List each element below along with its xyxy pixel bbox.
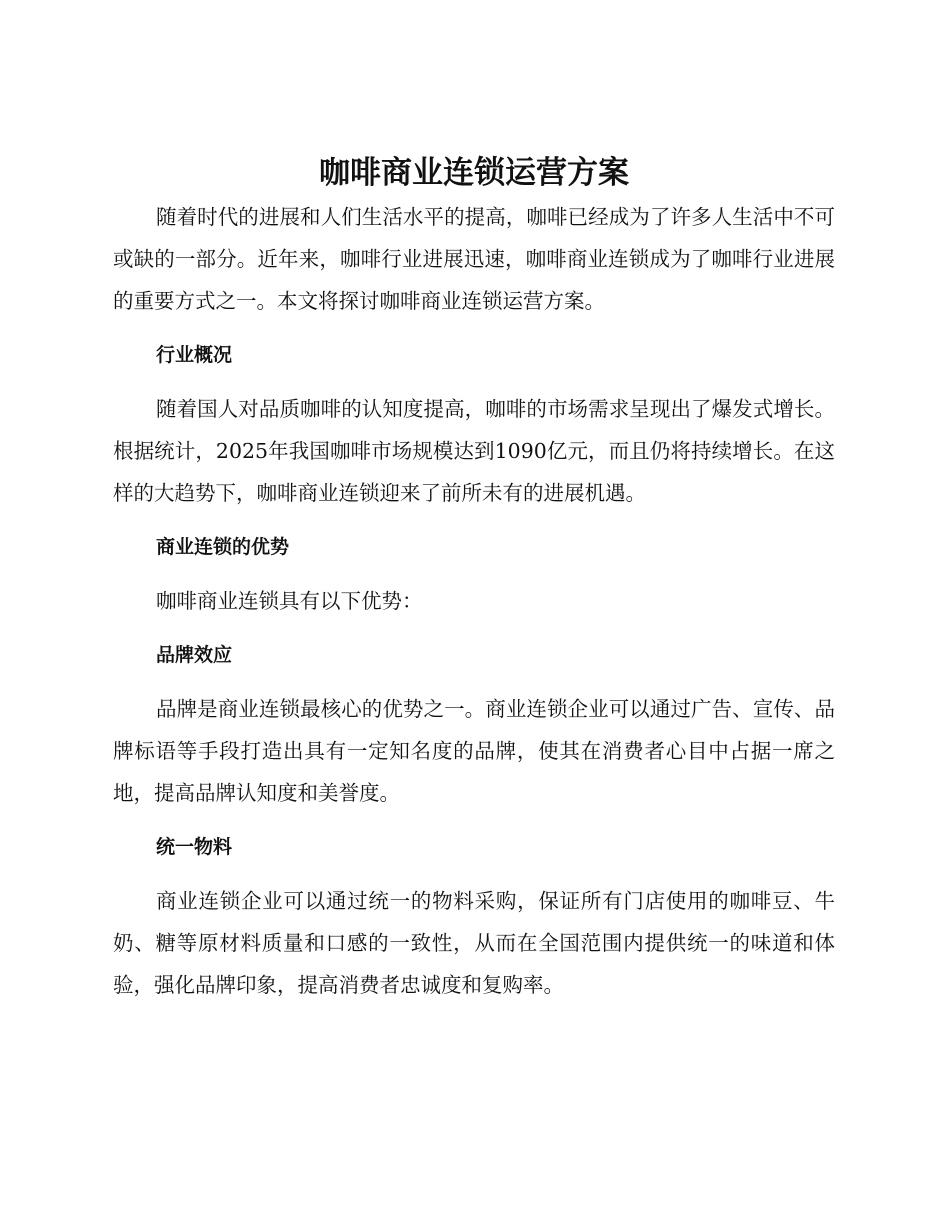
spacer — [113, 376, 835, 388]
spacer — [113, 868, 835, 880]
section-heading-chain-advantages: 商业连锁的优势 — [156, 536, 290, 558]
intro-paragraph: 随着时代的进展和人们生活水平的提高，咖啡已经成为了许多人生活中不可或缺的一部分。近年来，咖啡行业进展迅速，咖啡商业连锁成为了咖啡行业进展的重要方式之一。本文将探讨咖啡商业连锁运营方案。 — [113, 205, 835, 313]
spacer — [113, 814, 835, 826]
document-content — [113, 150, 835, 1006]
spacer — [113, 322, 835, 334]
section-body-brand-effect: 品牌是商业连锁最核心的优势之一。商业连锁企业可以通过广告、宣传、品牌标语等手段打造出具有一定知名度的品牌，使其在消费者心目中占据一席之地，提高品牌认知度和美誉度。 — [113, 697, 835, 805]
spacer — [113, 514, 835, 526]
section-heading-brand-effect: 品牌效应 — [156, 644, 233, 666]
section-body-chain-advantages: 咖啡商业连锁具有以下优势： — [156, 589, 423, 613]
section-body-industry-overview: 随着国人对品质咖啡的认知度提高，咖啡的市场需求呈现出了爆发式增长。根据统计，2025年我国咖啡市场规模达到1090亿元，而且仍将持续增长。在这样的大趋势下，咖啡商业连锁迎来了前所未有的进展机遇。 — [113, 397, 835, 505]
spacer — [113, 622, 835, 634]
spacer — [113, 568, 835, 580]
document-title: 咖啡商业连锁运营方案 — [319, 155, 629, 191]
section-body-unified-materials: 商业连锁企业可以通过统一的物料采购，保证所有门店使用的咖啡豆、牛奶、糖等原材料质量和口感的一致性，从而在全国范围内提供统一的味道和体验，强化品牌印象，提高消费者忠诚度和复购率。 — [113, 889, 835, 997]
section-heading-unified-materials: 统一物料 — [156, 836, 233, 858]
section-heading-industry-overview: 行业概况 — [156, 344, 233, 366]
spacer — [113, 676, 835, 688]
